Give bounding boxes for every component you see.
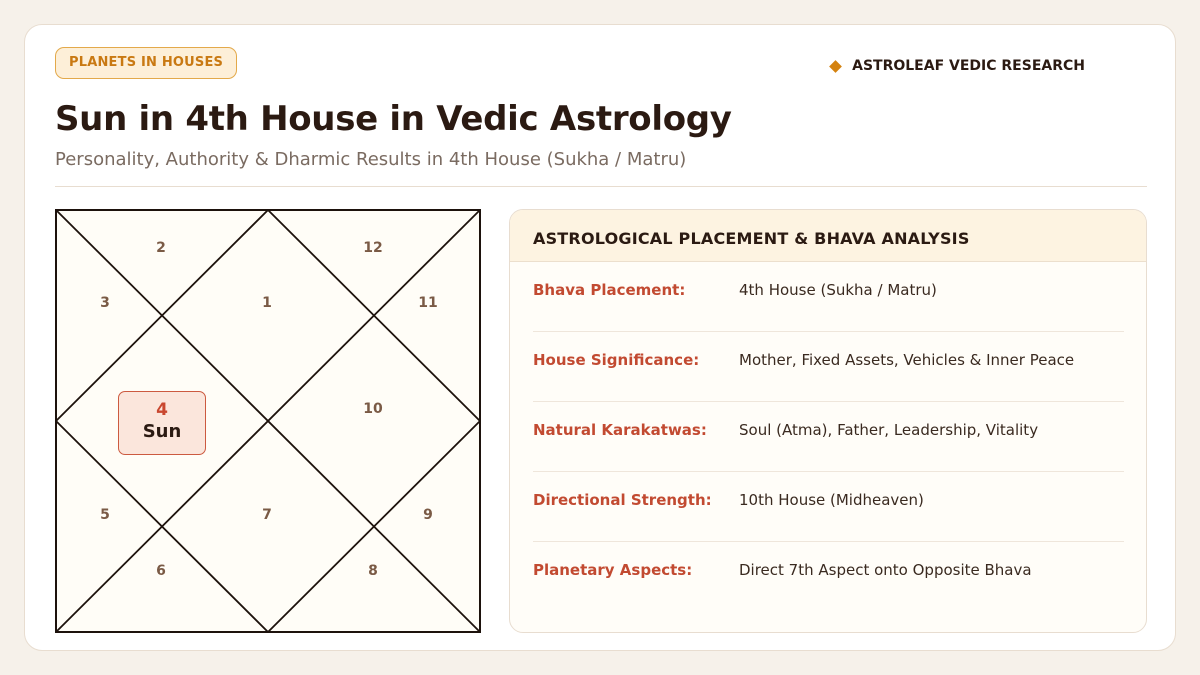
north-indian-chart [55, 209, 481, 633]
row-label: Directional Strength: [533, 491, 712, 509]
row-label: Natural Karakatwas: [533, 421, 707, 439]
row-value: Mother, Fixed Assets, Vehicles & Inner Peace [739, 351, 1075, 369]
analysis-rows [510, 262, 1146, 612]
house-12-label: 12 [363, 240, 383, 256]
row-label: House Significance: [533, 351, 700, 369]
row-label: Bhava Placement: [533, 281, 686, 299]
analysis-row [533, 262, 1124, 332]
content-card [24, 24, 1176, 651]
house-3-label: 3 [100, 295, 110, 311]
sun-placement-box[interactable] [118, 391, 206, 455]
analysis-row [533, 332, 1124, 402]
house-5-label: 5 [100, 507, 110, 523]
analysis-row [533, 402, 1124, 472]
page-subtitle: Personality, Authority & Dharmic Results in 4th House (Sukha / Matru) [55, 149, 687, 170]
row-value: 10th House (Midheaven) [739, 491, 924, 509]
analysis-panel [509, 209, 1147, 633]
house-10-label: 10 [363, 401, 383, 417]
house-11-label: 11 [418, 295, 438, 311]
analysis-row [533, 542, 1124, 612]
house-4-label: 4 [156, 400, 168, 420]
header-divider [55, 186, 1147, 187]
house-8-label: 8 [368, 563, 378, 579]
row-value: Direct 7th Aspect onto Opposite Bhava [739, 561, 1032, 579]
row-value: 4th House (Sukha / Matru) [739, 281, 937, 299]
brand-name: ASTROLEAF VEDIC RESEARCH [852, 58, 1085, 74]
panel-heading: ASTROLOGICAL PLACEMENT & BHAVA ANALYSIS [510, 210, 1146, 262]
house-2-label: 2 [156, 240, 166, 256]
house-7-label: 7 [262, 507, 272, 523]
analysis-row [533, 472, 1124, 542]
house-1-label: 1 [262, 295, 272, 311]
category-tag[interactable]: PLANETS IN HOUSES [55, 47, 237, 79]
row-label: Planetary Aspects: [533, 561, 693, 579]
page-title: Sun in 4th House in Vedic Astrology [55, 99, 732, 139]
house-6-label: 6 [156, 563, 166, 579]
planet-sun-label: Sun [142, 421, 182, 442]
diamond-icon [829, 60, 842, 73]
house-9-label: 9 [423, 507, 433, 523]
brand [831, 58, 1085, 74]
row-value: Soul (Atma), Father, Leadership, Vitality [739, 421, 1039, 439]
